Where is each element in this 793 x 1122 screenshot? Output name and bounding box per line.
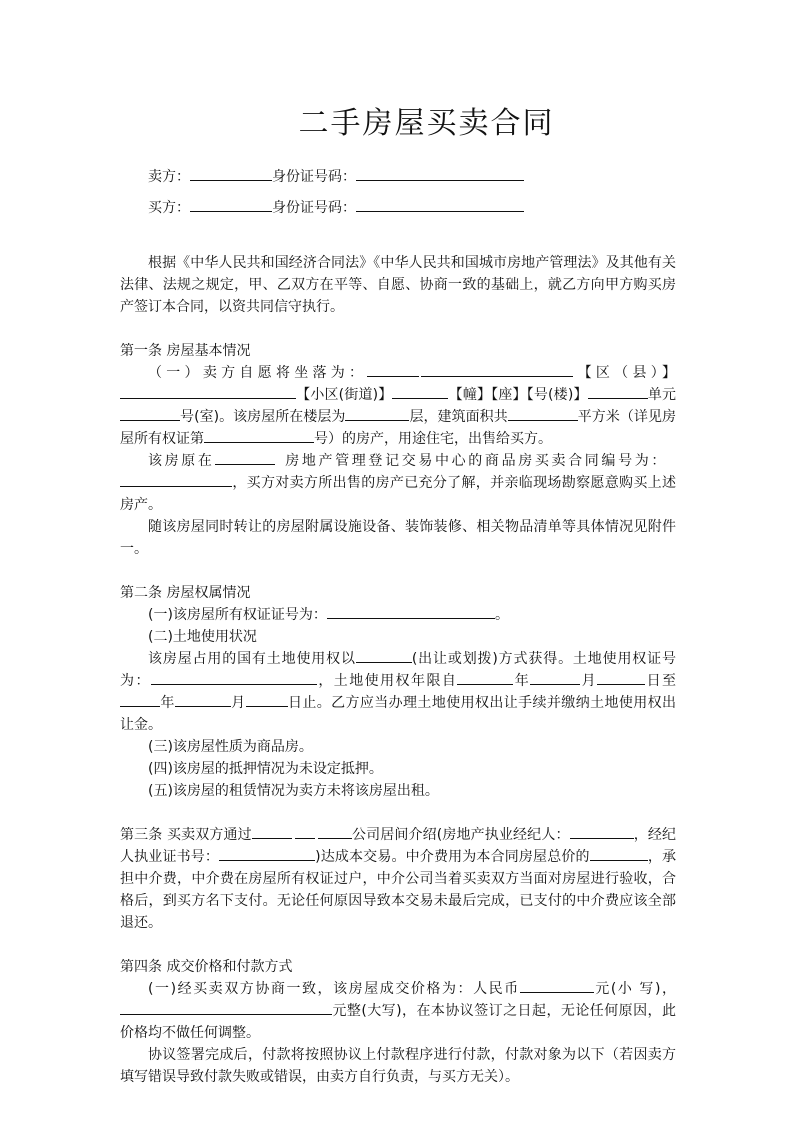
agency-blank-1[interactable]: [252, 824, 292, 839]
agency-blank-3[interactable]: [318, 824, 352, 839]
seller-id-label: 身份证号码：: [272, 169, 356, 185]
area-blank[interactable]: [508, 406, 578, 421]
buyer-name-blank[interactable]: [190, 197, 272, 212]
article-2-heading: 第二条 房屋权属情况: [120, 585, 251, 601]
article-4-payment: 协议签署完成后，付款将按照协议上付款程序进行付款，付款对象为以下（若因卖方填写错误导致付款失败或错误，由卖方自行负责，与买方无关）。: [120, 1047, 676, 1085]
article-4-price: (一)经买卖双方协商一致，该房屋成交价格为：人民币 元(小 写)，元整(大写)，在本协议签订之日起，无论任何原因，此价格均不做任何调整。: [120, 978, 676, 1044]
seller-line: [148, 166, 524, 187]
unit-blank[interactable]: [588, 384, 648, 399]
land-cert-blank[interactable]: [151, 670, 317, 685]
article-1-heading: 第一条 房屋基本情况: [120, 343, 251, 359]
ownership-cert-blank[interactable]: [327, 604, 495, 619]
seller-label: 卖方：: [148, 169, 190, 185]
agency-blank-2[interactable]: [295, 824, 315, 839]
land-method-blank[interactable]: [356, 648, 412, 663]
start-day-blank[interactable]: [597, 670, 645, 685]
room-blank[interactable]: [120, 406, 180, 421]
article-4-heading: 第四条 成交价格和付款方式: [120, 959, 293, 975]
end-year-blank[interactable]: [120, 692, 160, 707]
end-month-blank[interactable]: [175, 692, 231, 707]
end-day-blank[interactable]: [246, 692, 288, 707]
location-blank[interactable]: [421, 362, 573, 377]
article-1-address: （一）卖方自愿将坐落为： 【区（县）】【小区(街道)】 【幢】【座】【号(楼)】 单元号(室)。该房屋所在楼层为 层，建筑面积共 平方米（详见房屋所有权证第 号）的房产，用途住宅，出售给买方。: [120, 362, 676, 450]
building-blank[interactable]: [392, 384, 448, 399]
broker-license-blank[interactable]: [219, 846, 315, 861]
start-month-blank[interactable]: [530, 670, 580, 685]
price-words-blank[interactable]: [120, 1000, 332, 1015]
buyer-id-label: 身份证号码：: [272, 200, 356, 216]
price-figure-blank[interactable]: [520, 978, 594, 993]
article-1-appendix: 随该房屋同时转让的房屋附属设施设备、装饰装修、相关物品清单等具体情况见附件一。: [120, 519, 676, 557]
buyer-id-blank[interactable]: [356, 197, 524, 212]
floor-blank[interactable]: [345, 406, 409, 421]
article-1-contract-no: 该房原在 房地产管理登记交易中心的商品房买卖合同编号为：，买方对卖方所出售的房产已充分了解，并亲临现场勘察愿意购买上述房产。: [120, 450, 676, 516]
article-2-item-5: (五)该房屋的租赁情况为卖方未将该房屋出租。: [148, 783, 439, 799]
article-2-item-2: (二)土地使用状况: [148, 629, 257, 645]
article-2-item-3: (三)该房屋性质为商品房。: [148, 739, 313, 755]
page-title: 二手房屋买卖合同: [298, 106, 555, 141]
district-blank[interactable]: [367, 362, 419, 377]
buyer-line: [148, 197, 524, 218]
article-3-paragraph: 第三条 买卖双方通过 公司居间介绍(房地产执业经纪人： ，经纪人执业证书号： )达成本交易。中介费用为本合同房屋总价的 ，承担中介费，中介费在房屋所有权证过户，中介公司当着买卖双方当面对房屋进行验收，合格后，到买方名下支付。无论任何原因导致本交易未最后完成，已支付的中介费应该全部退还。: [120, 824, 676, 934]
preamble: 根据《中华人民共和国经济合同法》《中华人民共和国城市房地产管理法》及其他有关法律、法规之规定，甲、乙双方在平等、自愿、协商一致的基础上，就乙方向甲方购买房产签订本合同，以资共同信守执行。: [120, 255, 676, 315]
certificate-no-blank[interactable]: [204, 428, 314, 443]
seller-name-blank[interactable]: [190, 166, 272, 181]
buyer-label: 买方：: [148, 200, 190, 216]
contract-body: [120, 252, 676, 1088]
fee-percent-blank[interactable]: [590, 846, 648, 861]
start-year-blank[interactable]: [457, 670, 513, 685]
street-blank[interactable]: [120, 384, 296, 399]
seller-id-blank[interactable]: [356, 166, 524, 181]
broker-blank[interactable]: [570, 824, 634, 839]
registry-blank[interactable]: [215, 450, 275, 465]
article-2-item-4: (四)该房屋的抵押情况为未设定抵押。: [148, 761, 383, 777]
article-2-item-1: (一)该房屋所有权证证号为： 。: [120, 604, 676, 626]
contract-no-blank[interactable]: [120, 472, 232, 487]
article-2-land-use: 该房屋占用的国有土地使用权以 (出让或划拨)方式获得。土地使用权证号为： ，土地使用权年限自 年 月 日至年 月 日止。乙方应当办理土地使用权出让手续并缴纳土地使用权出让金。: [120, 648, 676, 736]
